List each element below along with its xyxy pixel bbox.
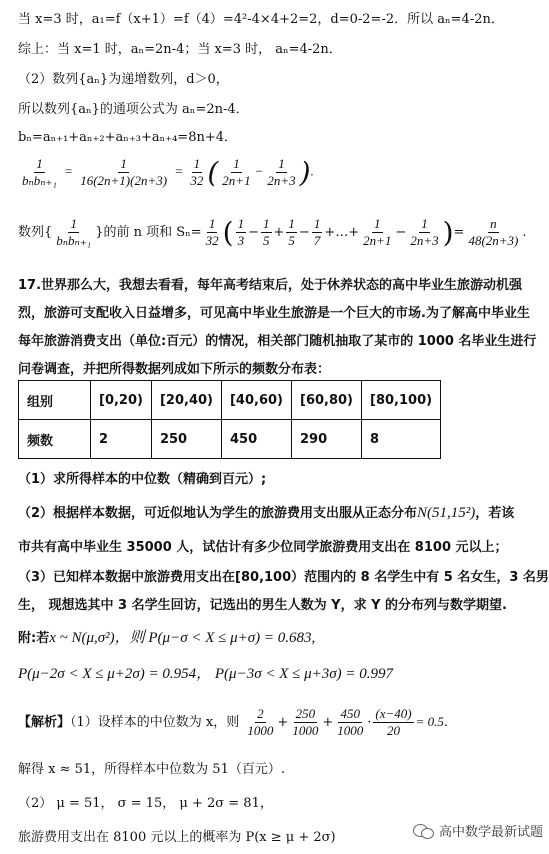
appendix-line-2: P(μ−2σ < X ≤ μ+2σ) = 0.954， P(μ−3σ < X ≤ μ+3σ) = 0.997 (18, 666, 394, 682)
table-cell: 290 (292, 420, 362, 459)
problem-17-line-3: 每年旅游消费支出（单位:百元）的情况，相关部门随机抽取了某市的 1000 名毕业生进行 (18, 334, 537, 349)
equation-1: $\frac{1}{\text{bₙbₙ₊₁}}$ = $\frac{1}{16(2n+1)(2n+3)}$ = $\frac{1}{32}$ ( $\frac{1}{2n+1}$ − $\frac{1}{2n+3}$ ). (22, 156, 314, 189)
table-header-cell: [60,80) (292, 381, 362, 420)
table-row (19, 420, 441, 459)
solution-line-1: 【解析】（1）设样本的中位数为 x，则 $\frac{2}{1000}$ + $\frac{250}{1000}$ + $\frac{450}{1000}$ · $\frac{(x-40)}{20}$ = 0.5． (18, 706, 457, 738)
problem-17-line-2: 烈，旅游可支配收入日益增多，可见高中毕业生旅游是一个巨大的市场.为了解高中毕业生 (18, 306, 530, 321)
text-line-4: 所以数列{aₙ}的通项公式为 aₙ=2n-4． (18, 102, 249, 117)
solution-line-4: 旅游费用支出在 8100 元以上的概率为 P(x ≥ μ + 2σ) (18, 830, 336, 845)
table-cell: 频数 (19, 420, 91, 459)
table-header-cell: [40,60) (221, 381, 291, 420)
table-header-cell: [80,100) (362, 381, 441, 420)
text-line-3: （2）数列{aₙ}为递增数列，d＞0， (18, 72, 229, 87)
text-line-2: 综上：当 x=1 时，aₙ=2n-4；当 x=3 时， aₙ=4-2n． (18, 42, 342, 57)
question-1: （1）求所得样本的中位数（精确到百元）; (18, 472, 267, 487)
equation-2: 数列{ $\frac{1}{\text{bₙbₙ₊₁}}$ }的前 n 项和 Sₙ= $\frac{1}{32}$ ( $\frac{1}{3}$ − $\frac{1}{5}$ + $\frac{1}{5}$ − $\frac{1}{7}$ +…+ $\frac{1}{2n+1}$ − $\frac{1}{2n+3}$ )= $\frac{n}{48(2n+3)}$ . (18, 216, 527, 249)
wechat-icon (413, 822, 435, 840)
question-2-line-1: （2）根据样本数据，可近似地认为学生的旅游费用支出服从正态分布N(51,15²)，若该 (18, 505, 515, 521)
text-line-5: bₙ=aₙ₊₁+aₙ₊₂+aₙ₊₃+aₙ₊₄=8n+4． (18, 130, 238, 145)
question-3-line-1: （3）已知样本数据中旅游费用支出在[80,100）范围内的 8 名学生中有 5 名女生，3 名男 (18, 570, 549, 585)
table-cell: 450 (221, 420, 291, 459)
solution-line-3: （2） μ = 51， σ = 15， μ + 2σ = 81， (18, 796, 273, 811)
appendix-line-1: 附:若x ~ N(μ,σ²)，则 P(μ−σ < X ≤ μ+σ) = 0.683, (18, 630, 316, 646)
problem-17-line-4: 问卷调查，并把所得数据列成如下所示的频数分布表： (18, 362, 331, 377)
text-line-1: 当 x=3 时，a₁=f（x+1）=f（4）=4²-4×4+2=2，d=0-2=-2．所以 aₙ=4-2n． (18, 12, 504, 27)
solution-line-2: 解得 x ≈ 51，所得样本中位数为 51（百元）. (18, 762, 285, 777)
table-header-cell: 组别 (19, 381, 91, 420)
table-header-cell: [0,20) (91, 381, 152, 420)
table-cell: 2 (91, 420, 152, 459)
table-cell: 250 (151, 420, 221, 459)
table-header-cell: [20,40) (151, 381, 221, 420)
table-cell: 8 (362, 420, 441, 459)
watermark (413, 821, 543, 840)
question-3-line-2: 生， 现想选其中 3 名学生回访，记选出的男生人数为 Y，求 Y 的分布列与数学期望. (18, 598, 507, 613)
watermark-text: 高中数学最新试题 (438, 825, 543, 840)
frequency-table (18, 380, 441, 459)
table-row (19, 381, 441, 420)
question-2-line-2: 市共有高中毕业生 35000 人，试估计有多少位同学旅游费用支出在 8100 元以上； (18, 540, 508, 555)
problem-17-line-1: 17.世界那么大，我想去看看，每年高考结束后，处于休养状态的高中毕业生旅游动机强 (18, 278, 523, 293)
